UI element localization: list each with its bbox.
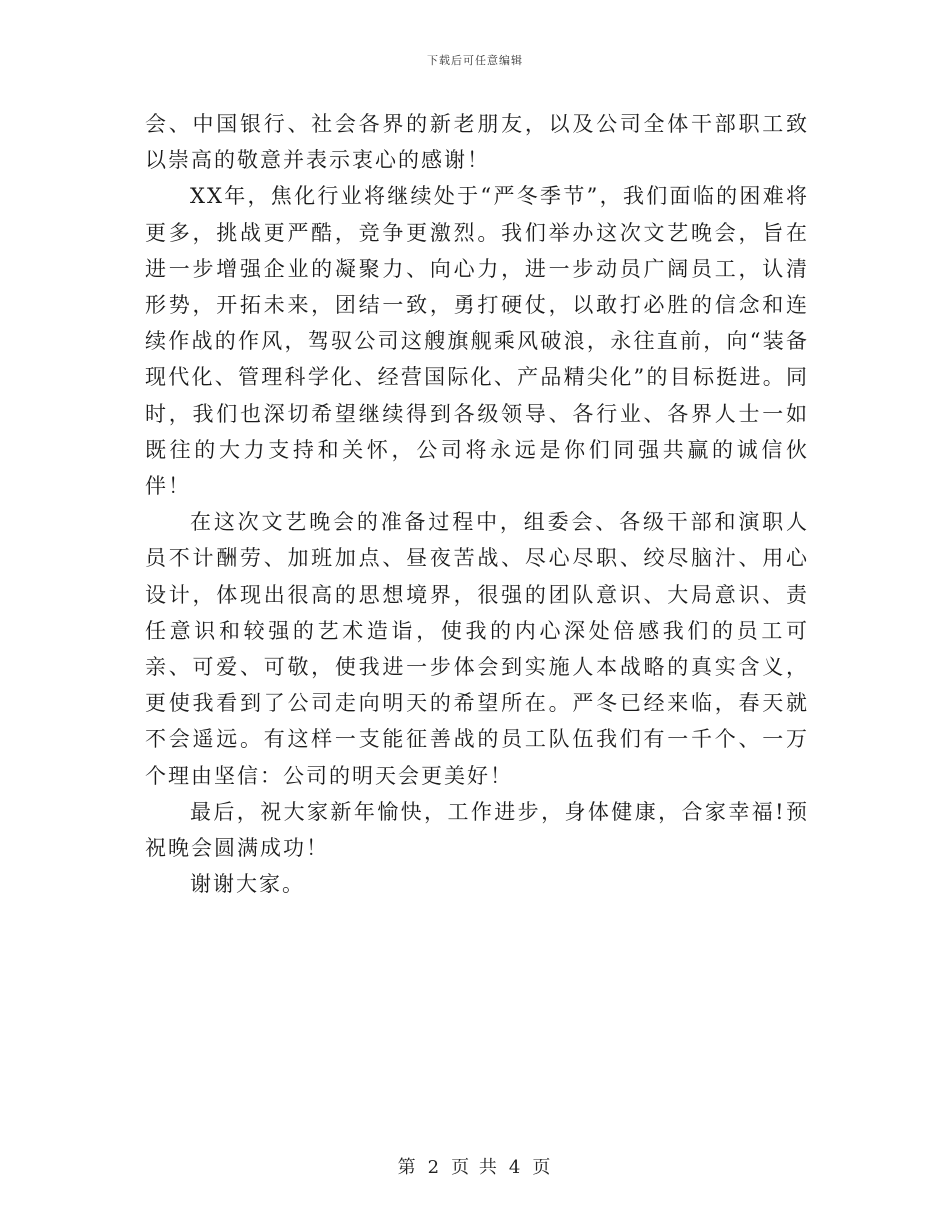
paragraph-industry-outlook: XX年，焦化行业将继续处于“严冬季节”，我们面临的困难将更多，挑战更严酷，竞争更激烈。我们举办这次文艺晚会，旨在进一步增强企业的凝聚力、向心力，进一步动员广阔员工，认清形势，开拓未来，团结一致，勇打硬仗，以敢打必胜的信念和连续作战的作风，驾驭公司这艘旗舰乘风破浪，永往直前，向“装备现代化、管理科学化、经营国际化、产品精尖化”的目标挺进。同时，我们也深切希望继续得到各级领导、各行业、各界人士一如既往的大力支持和关怀，公司将永远是你们同强共赢的诚信伙伴！: [145, 184, 809, 499]
footer-current-page: 2: [427, 1157, 442, 1178]
paragraph-preparation-thanks: 在这次文艺晚会的准备过程中，组委会、各级干部和演职人员不计酬劳、加班加点、昼夜苦战、尽心尽职、绞尽脑汁、用心设计，体现出很高的思想境界，很强的团队意识、大局意识、责任意识和较强的艺术造诣，使我的内心深处倍感我们的员工可亲、可爱、可敬，使我进一步体会到实施人本战略的真实含义，更使我看到了公司走向明天的希望所在。严冬已经来临，春天就不会遥远。有这样一支能征善战的员工队伍我们有一千个、一万个理由坚信：公司的明天会更美好！: [145, 510, 809, 788]
footer-middle: 页 共: [451, 1157, 499, 1178]
paragraph-continuation: 会、中国银行、社会各界的新老朋友，以及公司全体干部职工致以崇高的敬意并表示衷心的感谢！: [145, 112, 809, 173]
document-body: [145, 106, 809, 902]
header-text: 下载后可任意编辑: [427, 54, 523, 67]
page-header: [0, 52, 950, 68]
footer-total-pages: 4: [508, 1157, 523, 1178]
footer-prefix: 第: [397, 1157, 418, 1178]
footer-suffix: 页: [532, 1157, 553, 1178]
paragraph-new-year-wishes: 最后，祝大家新年愉快，工作进步，身体健康，合家幸福!预祝晚会圆满成功！: [145, 799, 809, 861]
paragraph-closing: 谢谢大家。: [190, 872, 305, 897]
page-footer: [0, 1153, 950, 1179]
